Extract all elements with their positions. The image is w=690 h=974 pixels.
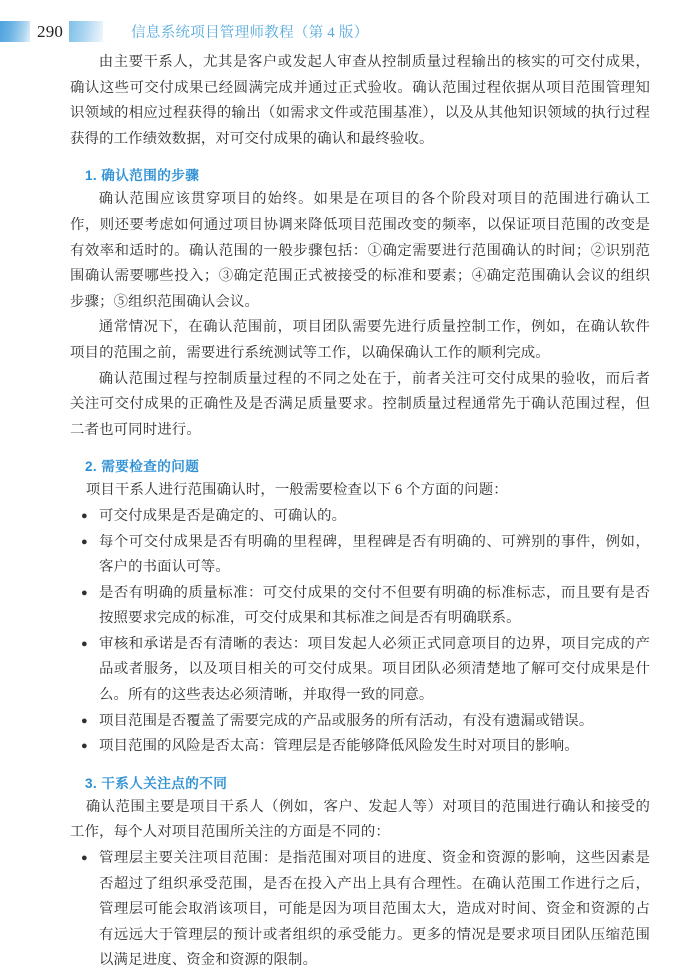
- list-item-text: 项目范围是否覆盖了需要完成的产品或服务的所有活动，有没有遗漏或错误。: [99, 712, 594, 729]
- list-item-text: 管理层主要关注项目范围：是指范围对项目的进度、资金和资源的影响，这些因素是否超过了组织承受范围，是否在投入产出上具有合理性。在确认范围工作进行之后，管理层可能会取消该项目，可能是因为项目范围太大，造成对时间、资金和资源的占有远远大于管理层的预计或者组织的承受能力。更多的情况是要求项目团队压缩范围以满足进度、资金和资源的限制。: [99, 850, 650, 969]
- list-item: [70, 709, 650, 735]
- list-item: [70, 846, 650, 974]
- bullet-icon: ●: [81, 740, 88, 753]
- section-3-bullet-list: [70, 846, 650, 974]
- section-heading-2: 2. 需要检查的问题: [84, 459, 200, 475]
- intro-paragraph: 由主要干系人，尤其是客户或发起人审查从控制质量过程输出的核实的可交付成果，确认这些可交付成果已经圆满完成并通过正式验收。确认范围过程依据从项目范围管理知识领域的相应过程获得的输出（如需求文件或范围基准），以及从其他知识领域的执行过程获得的工作绩效数据，对可交付成果的确认和最终验收。: [70, 54, 650, 147]
- list-item-text: 项目范围的风险是否太高：管理层是否能够降低风险发生时对项目的影响。: [99, 738, 579, 755]
- page-content: [0, 46, 690, 974]
- section-1-paragraph-2: 通常情况下，在确认范围前，项目团队需要先进行质量控制工作，例如，在确认软件项目的范围之前，需要进行系统测试等工作，以确保确认工作的顺利完成。: [70, 319, 650, 361]
- header-decoration-bar-right: [69, 21, 103, 42]
- list-item: [70, 530, 650, 581]
- page-header: [0, 0, 690, 46]
- list-item-text: 可交付成果是否是确定的、可确认的。: [99, 507, 347, 524]
- section-2-bullet-list: [70, 504, 650, 760]
- section-1-paragraph-3: 确认范围过程与控制质量过程的不同之处在于，前者关注可交付成果的验收，而后者关注可交付成果的正确性及是否满足质量要求。控制质量过程通常先于确认范围过程，但二者也可同时进行。: [70, 370, 650, 438]
- page-number: 290: [37, 21, 64, 41]
- bullet-icon: ●: [81, 714, 88, 727]
- list-item: [70, 581, 650, 632]
- list-item: [70, 504, 650, 530]
- bullet-icon: ●: [81, 586, 88, 599]
- section-2-lead: 项目干系人进行范围确认时，一般需要检查以下 6 个方面的问题：: [85, 482, 508, 499]
- list-item-text: 每个可交付成果是否有明确的里程碑，里程碑是否有明确的、可辨别的事件，例如，客户的书面认可等。: [99, 533, 650, 576]
- book-title: 信息系统项目管理师教程（第 4 版）: [131, 24, 369, 41]
- list-item: [70, 632, 650, 709]
- header-decoration-bar-left: [0, 21, 30, 42]
- list-item: [70, 734, 650, 760]
- list-item-text: 审核和承诺是否有清晰的表达：项目发起人必须正式同意项目的边界，项目完成的产品或者服务，以及项目相关的可交付成果。项目团队必须清楚地了解可交付成果是什么。所有的这些表达必须清晰，并取得一致的同意。: [99, 635, 650, 704]
- bullet-icon: ●: [81, 509, 88, 522]
- list-item-text: 是否有明确的质量标准：可交付成果的交付不但要有明确的标准标志，而且要有是否按照要求完成的标准，可交付成果和其标准之间是否有明确联系。: [99, 584, 650, 627]
- bullet-icon: ●: [81, 535, 88, 548]
- section-1-paragraph-1: 确认范围应该贯穿项目的始终。如果是在项目的各个阶段对项目的范围进行确认工作，则还要考虑如何通过项目协调来降低项目范围改变的频率，以保证项目范围的改变是有效率和适时的。确认范围的一般步骤包括：①确定需要进行范围确认的时间；②识别范围确认需要哪些投入；③确定范围正式被接受的标准和要素；④确定范围确认会议的组织步骤；⑤组织范围确认会议。: [70, 191, 650, 310]
- bullet-icon: ●: [81, 852, 88, 865]
- section-3-lead: 确认范围主要是项目干系人（例如，客户、发起人等）对项目的范围进行确认和接受的工作，每个人对项目范围所关注的方面是不同的：: [70, 798, 650, 841]
- section-heading-3: 3. 干系人关注点的不同: [84, 775, 228, 791]
- bullet-icon: ●: [81, 637, 88, 650]
- section-heading-1: 1. 确认范围的步骤: [84, 168, 200, 184]
